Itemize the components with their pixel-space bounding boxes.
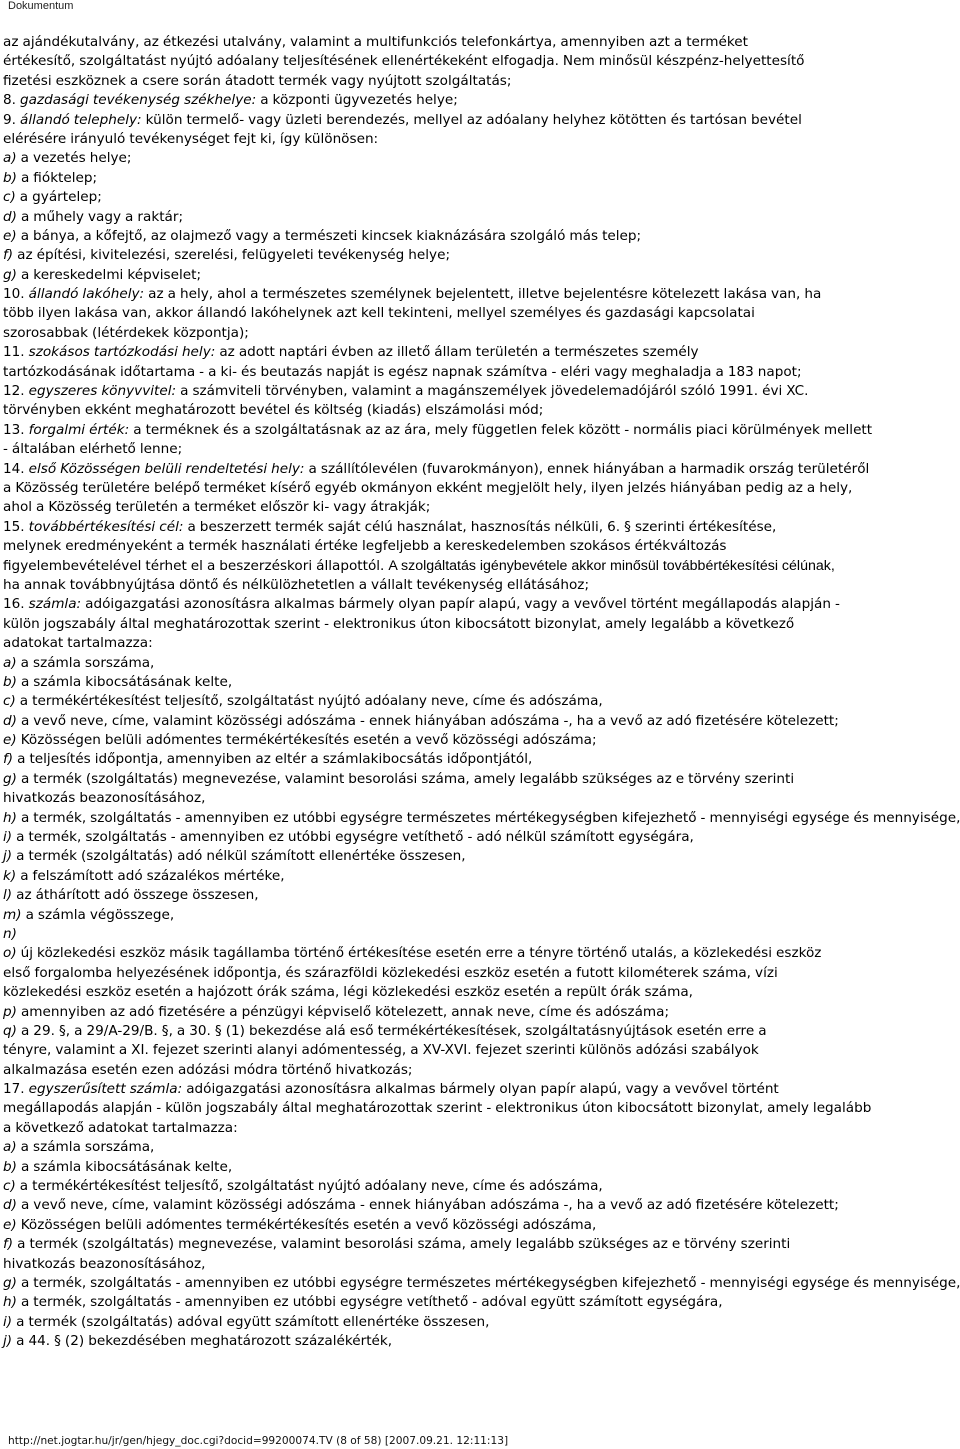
text-run: a termék (szolgáltatás) megnevezése, valamint besorolási száma, amely legalább szükséges az e törvény szerinti	[13, 1236, 791, 1253]
text-run: közlekedési eszköz esetén a hajózott órák száma, légi közlekedési eszköz esetén a repült órák száma,	[3, 984, 693, 1001]
text-run: külön termelő- vagy üzleti berendezés, mellyel az adóalany helyhez kötötten és tartósan bevétel	[141, 111, 802, 128]
text-run: 14.	[3, 460, 29, 477]
italic-term: állandó lakóhely:	[28, 286, 145, 303]
text-line	[3, 111, 955, 130]
text-line	[3, 789, 955, 808]
text-run: Közösségen belüli adómentes termékértékesítés esetén a vevő közösségi adószáma,	[16, 1216, 597, 1233]
text-run: adóigazgatási azonosításra alkalmas bármely olyan papír alapú, vagy a vevővel történt megállapodás alapján -	[81, 596, 840, 613]
text-line	[3, 847, 955, 866]
text-line	[3, 1080, 955, 1099]
italic-term: c)	[3, 189, 16, 206]
text-run: a számviteli törvényben, valamint a magánszemélyek jövedelemadójáról szóló 1991. évi XC.	[176, 383, 809, 400]
text-run: új közlekedési eszköz másik tagállamba történő értékesítése esetén erre a tényre történő utalás, a közlekedési eszköz	[16, 945, 822, 962]
italic-term: a)	[3, 654, 17, 671]
text-run: elérésére irányuló tevékenységet fejt ki, így különösen:	[3, 130, 379, 147]
italic-term: b)	[3, 1158, 17, 1175]
text-run: adatokat tartalmazza:	[3, 635, 153, 652]
italic-term: h)	[3, 809, 17, 826]
italic-term: első Közösségen belüli rendeltetési hely:	[28, 460, 305, 477]
text-line	[3, 130, 955, 149]
text-line	[3, 615, 955, 634]
text-line	[3, 498, 955, 517]
text-run: tartózkodásának időtartama - a ki- és beutazás napját is egész napnak számítva - eléri vagy meghaladja a 183 napot;	[3, 363, 802, 380]
text-line	[3, 479, 955, 498]
text-run: a termék (szolgáltatás) adó nélkül számított ellenértéke összesen,	[12, 848, 466, 865]
text-run: adóigazgatási azonosításra alkalmas bármely olyan papír alapú, vagy a vevővel történt	[182, 1081, 779, 1098]
text-run: 17.	[3, 1081, 29, 1098]
text-run: 10.	[3, 286, 29, 303]
text-line	[3, 52, 955, 71]
text-line	[3, 1255, 955, 1274]
text-run: a 44. § (2) bekezdésében meghatározott százalékérték,	[12, 1333, 393, 1350]
text-run: a termék (szolgáltatás) adóval együtt számított ellenértéke összesen,	[12, 1313, 490, 1330]
text-run: külön jogszabály által meghatározottak szerint - elektronikus úton kibocsátott bizonylat, amely legalább a következő	[3, 615, 795, 632]
text-line	[3, 72, 955, 91]
text-run: szorosabbak (létérdekek központja);	[3, 324, 249, 341]
italic-term: c)	[3, 693, 16, 710]
text-run: 13.	[3, 421, 29, 438]
italic-term: j)	[3, 1333, 13, 1350]
italic-term: q)	[3, 1022, 17, 1039]
text-line	[3, 867, 955, 886]
text-line	[3, 1022, 955, 1041]
text-line	[3, 343, 955, 362]
text-line	[3, 983, 955, 1002]
text-run: a teljesítés időpontja, amennyiben az eltér a számlakibocsátás időpontjától,	[13, 751, 533, 768]
italic-term: b)	[3, 673, 17, 690]
text-line	[3, 557, 955, 576]
text-line	[3, 731, 955, 750]
text-line	[3, 1216, 955, 1235]
text-run: az építési, kivitelezési, szerelési, felügyeleti tevékenység helye;	[13, 247, 451, 264]
document-body	[3, 33, 960, 1352]
text-run: a felszámított adó százalékos mértéke,	[16, 867, 285, 884]
text-line	[3, 595, 955, 614]
text-line	[3, 1041, 955, 1060]
italic-term: számla:	[28, 596, 82, 613]
text-run: 12.	[3, 383, 29, 400]
text-run: a 29. §, a 29/A-29/B. §, a 30. § (1) bekezdése alá eső termékértékesítések, szolgáltatásnyújtások esetén erre a	[16, 1022, 767, 1039]
text-line	[3, 149, 955, 168]
text-run: a fióktelep;	[16, 169, 98, 186]
italic-term: e)	[3, 227, 17, 244]
text-line	[3, 188, 955, 207]
text-run: a termék, szolgáltatás - amennyiben ez utóbbi egységre vetíthető - adó nélkül számított egységára,	[12, 829, 694, 846]
text-run: 11.	[3, 344, 29, 361]
text-line	[3, 1332, 955, 1351]
text-run: a műhely vagy a raktár;	[16, 208, 184, 225]
text-line	[3, 363, 955, 382]
italic-term: l)	[3, 887, 13, 904]
italic-term: d)	[3, 208, 17, 225]
italic-term: gazdasági tevékenység székhelye:	[20, 92, 257, 109]
text-run: fizetési eszköznek a csere során átadott termék vagy nyújtott szolgáltatás;	[3, 72, 512, 89]
text-run: amennyiben az adó fizetésére a pénzügyi képviselő kötelezett, annak neve, címe és adószáma;	[16, 1003, 670, 1020]
text-run: 15.	[3, 518, 29, 535]
italic-term: d)	[3, 1197, 17, 1214]
text-line	[3, 285, 955, 304]
text-run: - általában elérhető lenne;	[3, 441, 183, 458]
text-line	[3, 91, 955, 110]
text-run: a számla kibocsátásának kelte,	[16, 1158, 233, 1175]
text-line	[3, 1138, 955, 1157]
text-line	[3, 324, 955, 343]
text-line	[3, 460, 955, 479]
text-line	[3, 1313, 955, 1332]
text-run: a kereskedelmi képviselet;	[16, 266, 202, 283]
text-run: értékesítő, szolgáltatást nyújtó adóalany teljesítésének ellenértékeként elfogadja. Nem minősül készpénz-helyettesítő	[3, 53, 805, 70]
italic-term: p)	[3, 1003, 17, 1020]
text-run: a számla sorszáma,	[16, 1139, 155, 1156]
italic-term: egyszeres könyvvitel:	[28, 383, 177, 400]
text-line	[3, 828, 955, 847]
italic-term: b)	[3, 169, 17, 186]
text-run: a vevő neve, címe, valamint közösségi adószáma - ennek hiányában adószáma -, ha a vevő az adó fizetésére kötelezett;	[16, 712, 839, 729]
text-line	[3, 1177, 955, 1196]
italic-term: g)	[3, 770, 17, 787]
text-run: az adott naptári évben az illető állam területén a természetes személy	[215, 344, 699, 361]
italic-term: c)	[3, 1178, 16, 1195]
italic-term: g)	[3, 1275, 17, 1291]
italic-term: o)	[3, 945, 17, 962]
text-run: a terméknek és a szolgáltatásnak az az ára, mely független felek között - normális piaci körülmények mellett	[129, 421, 873, 438]
text-line	[3, 1119, 955, 1138]
text-run: 9.	[3, 111, 20, 128]
text-run: 8.	[3, 92, 20, 109]
text-line	[3, 1003, 955, 1022]
italic-term: forgalmi érték:	[28, 421, 130, 438]
italic-term: f)	[3, 751, 14, 768]
text-line	[3, 382, 955, 401]
text-run: a beszerzett termék saját célú használat, hasznosítás nélküli, 6. § szerinti értékesítése,	[183, 518, 777, 535]
text-run: a termékértékesítést teljesítő, szolgáltatást nyújtó adóalany neve, címe és adószáma,	[15, 1178, 603, 1195]
text-run: megállapodás alapján - külön jogszabály által meghatározottak szerint - elektronikus úton kibocsátott bizonylat, amely legalább	[3, 1100, 872, 1117]
text-run: 16.	[3, 596, 29, 613]
text-run: a gyártelep;	[15, 189, 102, 206]
text-run: ahol a Közösség területén a terméket először ki- vagy átrakják;	[3, 499, 431, 516]
text-run: a vezetés helye;	[16, 150, 132, 167]
text-line	[3, 1158, 955, 1177]
text-line	[3, 304, 955, 323]
page-footer-url: http://net.jogtar.hu/jr/gen/hjegy_doc.cgi?docid=99200074.TV (8 of 58) [2007.09.21. 12:11:13]	[8, 1435, 509, 1447]
text-line	[3, 518, 955, 537]
italic-term: n)	[3, 925, 17, 942]
italic-term: állandó telephely:	[20, 111, 142, 128]
italic-term: j)	[3, 848, 13, 865]
italic-term: m)	[3, 906, 22, 923]
text-line	[3, 809, 960, 828]
text-line	[3, 576, 955, 595]
text-run: az ajándékutalvány, az étkezési utalvány, valamint a multifunkciós telefonkártya, amennyiben azt a terméket	[3, 34, 748, 50]
italic-term: g)	[3, 266, 17, 283]
text-line	[3, 886, 955, 905]
italic-term: szokásos tartózkodási hely:	[28, 344, 216, 361]
italic-term: i)	[3, 829, 13, 846]
text-line	[3, 246, 955, 265]
text-run: a vevő neve, címe, valamint közösségi adószáma - ennek hiányában adószáma -, ha a vevő az adó fizetésére kötelezett;	[16, 1197, 839, 1214]
text-line	[3, 692, 955, 711]
text-run: a termék, szolgáltatás - amennyiben ez utóbbi egységre természetes mértékegységben kifejezhető - mennyiségi egysége és mennyisége,	[16, 809, 960, 826]
italic-term: e)	[3, 732, 17, 749]
text-line	[3, 673, 955, 692]
text-line	[3, 169, 955, 188]
text-line	[3, 440, 955, 459]
italic-term: egyszerűsített számla:	[28, 1081, 183, 1098]
text-run: hivatkozás beazonosításához,	[3, 790, 206, 807]
text-run: ha annak továbbnyújtása döntő és nélkülözhetetlen a vállalt tevékenység ellátásához;	[3, 576, 590, 593]
text-run: figyelembevételével térhet el a beszerzéskori állapottól.	[3, 557, 389, 574]
text-run: több ilyen lakása van, akkor állandó lakóhelynek azt kell tekinteni, mellyel személyes és gazdasági kapcsolatai	[3, 305, 755, 322]
text-line	[3, 906, 955, 925]
text-line	[3, 208, 955, 227]
text-run: a számla sorszáma,	[16, 654, 155, 671]
italic-term: h)	[3, 1294, 17, 1311]
text-line	[3, 1235, 955, 1254]
text-run: a központi ügyvezetés helye;	[256, 92, 458, 109]
text-run: a számla végösszege,	[21, 906, 175, 923]
text-run: a következő adatokat tartalmazza:	[3, 1119, 238, 1136]
text-run: a termék, szolgáltatás - amennyiben ez utóbbi egységre vetíthető - adóval együtt számított egységára,	[16, 1294, 723, 1311]
text-run: a termék, szolgáltatás - amennyiben ez utóbbi egységre természetes mértékegységben kifejezhető - mennyiségi egysége és mennyisége,	[16, 1275, 960, 1291]
italic-term: f)	[3, 247, 14, 264]
text-run: az a hely, ahol a természetes személynek bejelentett, illetve bejelentésre kötelezett lakása van, ha	[144, 286, 822, 303]
italic-term: a)	[3, 150, 17, 167]
text-line	[3, 634, 955, 653]
italic-term: e)	[3, 1216, 17, 1233]
text-line	[3, 770, 955, 789]
text-line	[3, 925, 955, 944]
italic-term: f)	[3, 1236, 14, 1253]
text-run: a Közösség területére belépő terméket kísérő egyéb okmányon ekként megjelölt hely, ilyen jelzés hiányában pedig az a hely,	[3, 479, 853, 496]
text-line	[3, 944, 955, 963]
text-run: tényre, valamint a XI. fejezet szerinti alanyi adómentesség, a XV-XVI. fejezet szerinti különös adózási szabályok	[3, 1042, 759, 1059]
text-run: az áthárított adó összege összesen,	[12, 887, 259, 904]
italic-term: továbbértékesítési cél:	[28, 518, 184, 535]
text-line	[3, 1196, 955, 1215]
text-run: a termékértékesítést teljesítő, szolgáltatást nyújtó adóalany neve, címe és adószáma,	[15, 693, 603, 710]
amendment-text: A szolgáltatás igénybevétele akkor minősül továbbértékesítési célúnak,	[388, 557, 835, 574]
italic-term: a)	[3, 1139, 17, 1156]
text-line	[3, 266, 955, 285]
page-header-title: Dokumentum	[8, 0, 74, 12]
text-run: a számla kibocsátásának kelte,	[16, 673, 233, 690]
text-line	[3, 1061, 955, 1080]
text-line	[3, 750, 955, 769]
text-run: törvényben ekként meghatározott bevétel és költség (kiadás) elszámolási mód;	[3, 402, 544, 419]
text-line	[3, 1099, 955, 1118]
text-run: első forgalomba helyezésének időpontja, és szárazföldi közlekedési eszköz esetén a futott kilométerek száma, vízi	[3, 964, 778, 981]
text-line	[3, 1293, 955, 1312]
text-line	[3, 33, 955, 52]
text-line	[3, 537, 955, 556]
text-line	[3, 654, 955, 673]
italic-term: k)	[3, 867, 17, 884]
text-line	[3, 401, 955, 420]
text-line	[3, 964, 955, 983]
italic-term: i)	[3, 1313, 13, 1330]
italic-term: d)	[3, 712, 17, 729]
text-run: a bánya, a kőfejtő, az olajmező vagy a természeti kincsek kiaknázására szolgáló más telep;	[16, 227, 642, 244]
text-run: a szállítólevélen (fuvarokmányon), ennek hiányában a harmadik ország területéről	[304, 460, 870, 477]
text-run: Közösségen belüli adómentes termékértékesítés esetén a vevő közösségi adószáma;	[16, 732, 597, 749]
text-run: melynek eredményeként a termék használati értéke legfeljebb a kereskedelemben szokásos értékváltozás	[3, 538, 727, 555]
text-line	[3, 421, 955, 440]
text-run: a termék (szolgáltatás) megnevezése, valamint besorolási száma, amely legalább szükséges az e törvény szerinti	[16, 770, 795, 787]
text-line	[3, 1274, 960, 1293]
text-run: hivatkozás beazonosításához,	[3, 1255, 206, 1272]
text-line	[3, 227, 955, 246]
text-line	[3, 712, 955, 731]
text-run: alkalmazása esetén ezen adózási módra történő hivatkozás;	[3, 1061, 413, 1078]
